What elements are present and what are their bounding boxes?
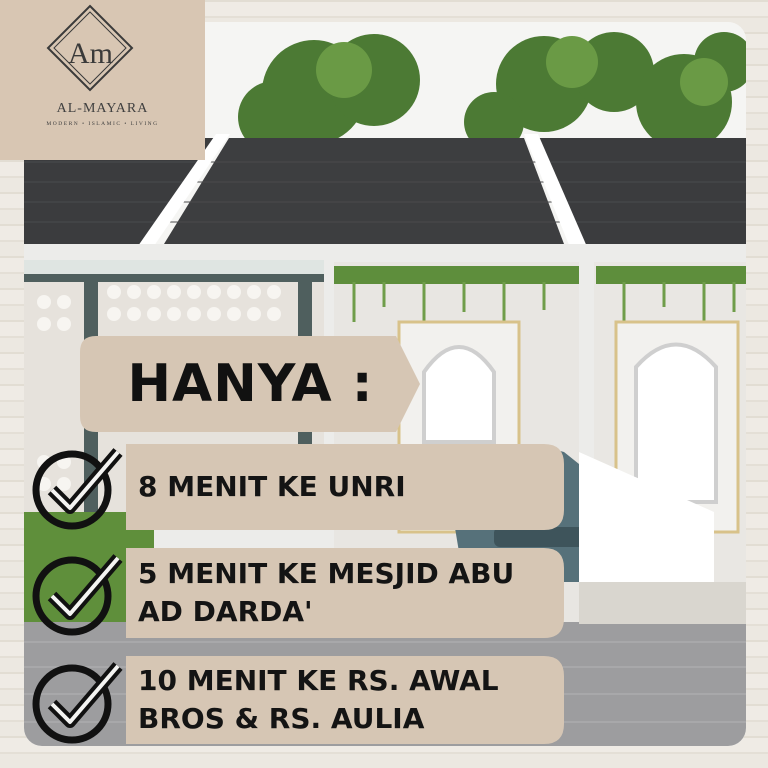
check-circle-icon [30,552,126,641]
list-item [126,544,566,642]
list-item-text: 10 MENIT KE RS. AWAL BROS & RS. AULIA [138,664,499,735]
brand-monogram: Am [68,37,113,70]
list-item [126,652,566,748]
headline-text: HANYA : [127,354,374,414]
headline-label [78,332,423,436]
list-item-text: 5 MENIT KE MESJID ABU AD DARDA' [138,557,515,628]
brand-tagline: MODERN • ISLAMIC • LIVING [46,121,159,127]
check-circle-icon [30,660,126,749]
check-circle-icon [30,446,126,535]
list-item-text: 8 MENIT KE UNRI [138,470,406,503]
brand-name: AL-MAYARA [56,101,149,116]
brand-logo [0,0,205,160]
list-item [126,440,566,534]
